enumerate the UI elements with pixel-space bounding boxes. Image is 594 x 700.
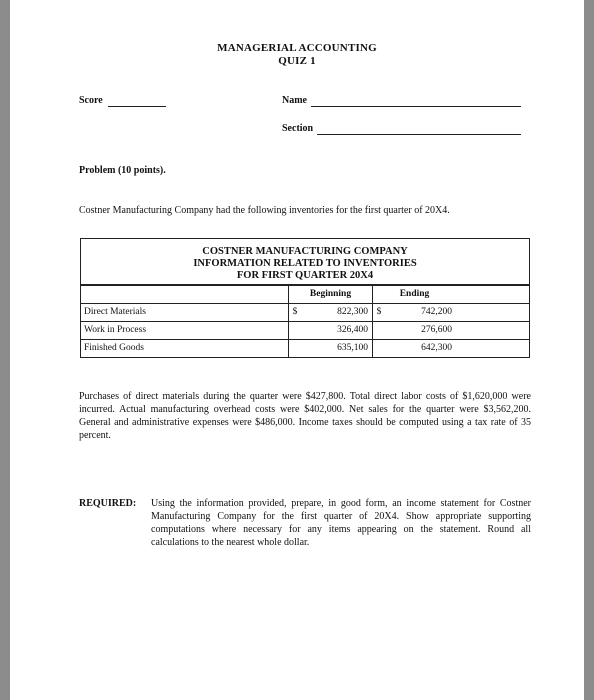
currency-symbol	[288, 340, 301, 357]
required-text: Using the information provided, prepare, in good form, an income statement for Costner Manufacturing Company for the first quarter of 20X4. Show appropriate supporting computations where necessary for any items appearing on the statement. Round all calculations to the nearest whole dollar.	[151, 498, 531, 548]
name-field[interactable]	[311, 106, 521, 107]
beginning-value: 635,100	[337, 343, 368, 353]
intro-text: Costner Manufacturing Company had the following inventories for the first quarter of 20X4.	[79, 205, 450, 216]
document-subtitle: QUIZ 1	[278, 55, 316, 67]
table-row	[81, 339, 529, 357]
beginning-value: 822,300	[337, 307, 368, 317]
score-field[interactable]	[108, 106, 166, 107]
column-header-ending: Ending	[372, 286, 456, 303]
document-title: MANAGERIAL ACCOUNTING	[217, 42, 377, 54]
table-header-row	[81, 286, 529, 303]
ending-value: 742,200	[421, 307, 452, 317]
row-label: Direct Materials	[84, 307, 146, 317]
currency-symbol	[372, 340, 385, 357]
table-row	[81, 321, 529, 339]
problem-heading: Problem (10 points).	[79, 165, 166, 176]
document-page	[10, 0, 584, 700]
inventory-table	[80, 238, 530, 358]
row-label: Finished Goods	[84, 343, 144, 353]
ending-value: 642,300	[421, 343, 452, 353]
name-label: Name	[282, 95, 307, 106]
beginning-value: 326,400	[337, 325, 368, 335]
currency-symbol: $	[288, 304, 301, 321]
table-title	[81, 239, 529, 286]
table-title-line: COSTNER MANUFACTURING COMPANY	[202, 246, 408, 257]
column-header-beginning: Beginning	[288, 286, 372, 303]
section-field[interactable]	[317, 134, 521, 135]
currency-symbol: $	[372, 304, 385, 321]
required-label: REQUIRED:	[79, 498, 137, 509]
score-label: Score	[79, 95, 103, 106]
currency-symbol	[288, 322, 301, 339]
body-paragraph: Purchases of direct materials during the quarter were $427,800. Total direct labor costs of $1,620,000 were incurred. Actual manufacturing overhead costs were $402,000. Net sales for the quarter were $3,562,200. General and administrative expenses were $486,000. Income taxes should be computed using a tax rate of 35 percent.	[79, 391, 531, 441]
section-label: Section	[282, 123, 314, 134]
ending-value: 276,600	[421, 325, 452, 335]
table-title-line: FOR FIRST QUARTER 20X4	[236, 270, 374, 281]
table-title-line: INFORMATION RELATED TO INVENTORIES	[193, 258, 417, 269]
required-section	[79, 497, 531, 549]
row-label: Work in Process	[84, 325, 147, 335]
table-row	[81, 303, 529, 321]
currency-symbol	[372, 322, 385, 339]
